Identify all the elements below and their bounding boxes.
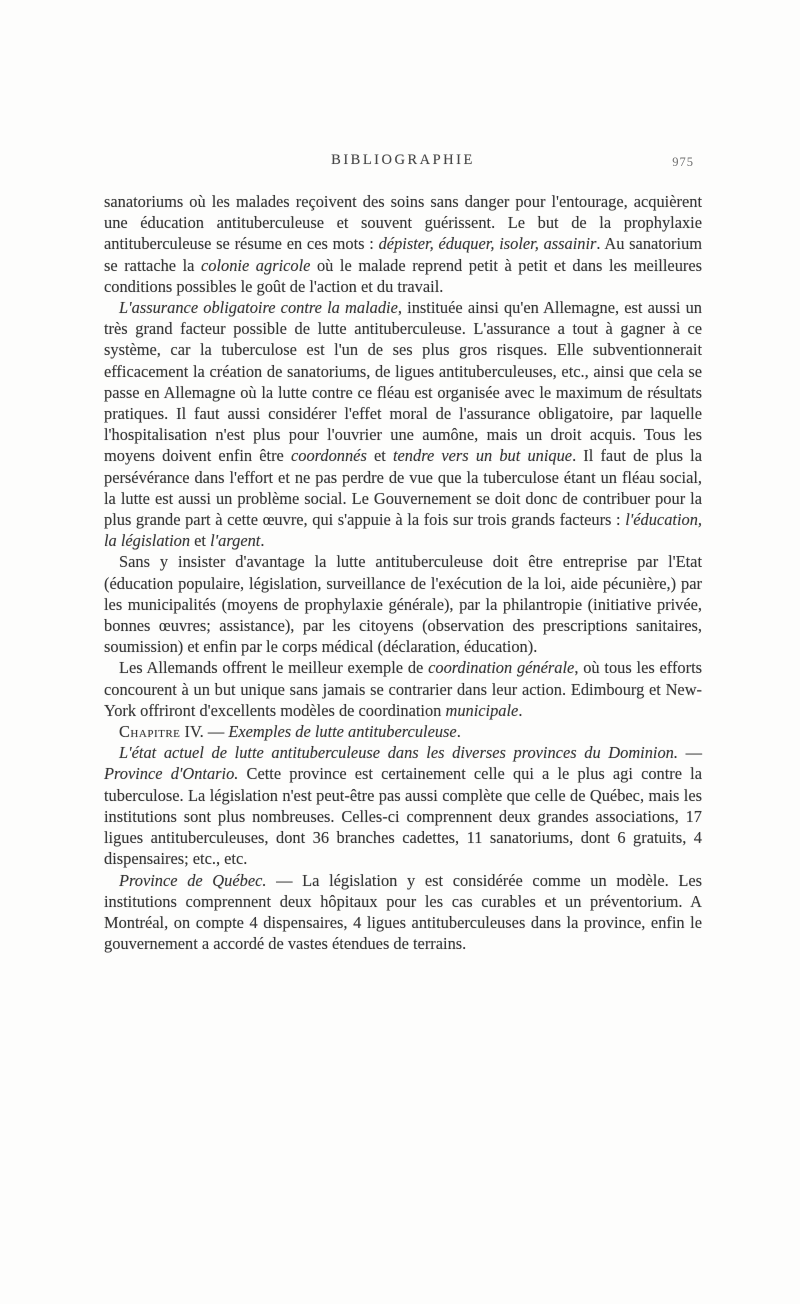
text-run: sanatoriums où les malades reçoivent des soins sans danger pour l'entourage, acquièrent une éducation antituberculeuse et souvent guérissent. Le but de la prophylaxie antituberculeuse se résume en ces mots : — [104, 192, 702, 254]
text-run: dépister, éduquer, isoler, assainir — [378, 234, 597, 254]
paragraph — [104, 297, 702, 551]
text-run: Province d'Ontario. — [104, 764, 239, 784]
text-column — [104, 152, 702, 954]
text-run: , instituée ainsi qu'en Allemagne, est aussi un très grand facteur possible de lutte antituberculeuse. L'assurance a tout à gagner à ce système, car la tuberculose est l'un de ses plus gros risques. Elle subventionnerait efficacement la création de sanatoriums, de ligues antituberculeuses, etc., ainsi que cela se passe en Allemagne où la lutte contre ce fléau est organisée avec le maximum de résultats pratiques. Il faut aussi considérer l'effet moral de l'assurance obligatoire, par laquelle l'hospitalisation n'est plus pour l'ouvrier une aumône, mais un droit acquis. Tous les moyens doivent enfin être — [104, 298, 702, 466]
paragraph — [104, 657, 702, 721]
text-run: . — [518, 700, 523, 720]
text-run: coordonnés — [290, 446, 367, 466]
paragraph — [104, 870, 702, 955]
text-run: . — [260, 531, 265, 551]
text-run: Sans y insister d'avantage la lutte antituberculeuse doit être entreprise par l'Etat (éducation populaire, législation, surveillance de l'exécution de la loi, aide pécunière,) par les municipalités (moyens de prophylaxie générale), par la philantropie (initiative privée, bonnes œuvres; assistance), par les citoyens (observation des prescriptions sanitaires, soumission) et enfin par le corps médical (déclaration, éducation). — [104, 552, 702, 657]
text-run: municipale — [445, 700, 519, 720]
text-run: Cette province est certainement celle qui a le plus agi contre la tuberculose. La législation n'est peut-être pas aussi complète que celle de Québec, mais les institutions sont plus nombreuses. Celles-ci comprennent deux grandes associations, 17 ligues antituberculeuses, dont 36 branches cadettes, 11 sanatoriums, dont 6 gratuits, 4 dispensaires; etc., etc. — [104, 764, 702, 869]
paragraph — [104, 721, 702, 742]
body-text — [104, 191, 702, 954]
text-run: où le malade reprend petit à petit et dans les meilleures conditions possibles le goût de l'action et du travail. — [104, 255, 703, 296]
paragraph — [104, 742, 702, 869]
text-run: Province de Québec. — [119, 870, 267, 890]
paragraph — [104, 191, 702, 297]
text-run: , où tous les efforts concourent à un but unique sans jamais se contrarier dans leur action. Edimbourg et New-York offriront d'excellents modèles de coordination — [104, 658, 703, 720]
text-run: L'état actuel de lutte antituberculeuse dans les diverses provinces du Dominion. — [119, 743, 678, 763]
text-run: . Au sanatorium se rattache la — [104, 234, 703, 275]
text-run: coordination générale — [428, 658, 575, 678]
text-run: tendre vers un but unique — [392, 446, 573, 466]
text-run: Les Allemands offrent le meilleur exemple de — [119, 658, 429, 678]
page-number: 975 — [672, 155, 694, 169]
paragraph — [104, 551, 702, 657]
text-run: colonie agricole — [201, 255, 311, 275]
text-run: l'éducation, la législation — [104, 510, 702, 551]
text-run: Exemples de lutte antituberculeuse — [228, 722, 457, 742]
running-header — [104, 152, 702, 174]
text-run: . Il faut de plus la persévérance dans l'effort et ne pas perdre de vue que la tuberculose étant un fléau social, la lutte est aussi un problème social. Le Gouvernement se doit donc de contribuer pour la plus grande part à cette œuvre, qui s'appuie à la fois sur trois grands facteurs : — [104, 446, 702, 530]
text-run: IV. — — [180, 722, 229, 742]
text-run: — — [677, 743, 702, 763]
text-run: . — [456, 722, 461, 742]
text-run: et — [366, 446, 393, 466]
text-run: — La législation y est considérée comme un modèle. Les institutions comprennent deux hôpitaux pour les cas curables et un préventorium. A Montréal, on compte 4 dispensaires, 4 ligues antituberculeuses dans la province, enfin le gouvernement a accordé de vastes étendues de terrains. — [104, 870, 702, 954]
running-head-title: BIBLIOGRAPHIE — [331, 152, 475, 168]
text-run: et — [190, 531, 211, 551]
text-run: L'assurance obligatoire contre la maladie — [119, 298, 398, 318]
text-run: l'argent — [210, 531, 261, 551]
text-run: Chapitre — [119, 722, 181, 742]
